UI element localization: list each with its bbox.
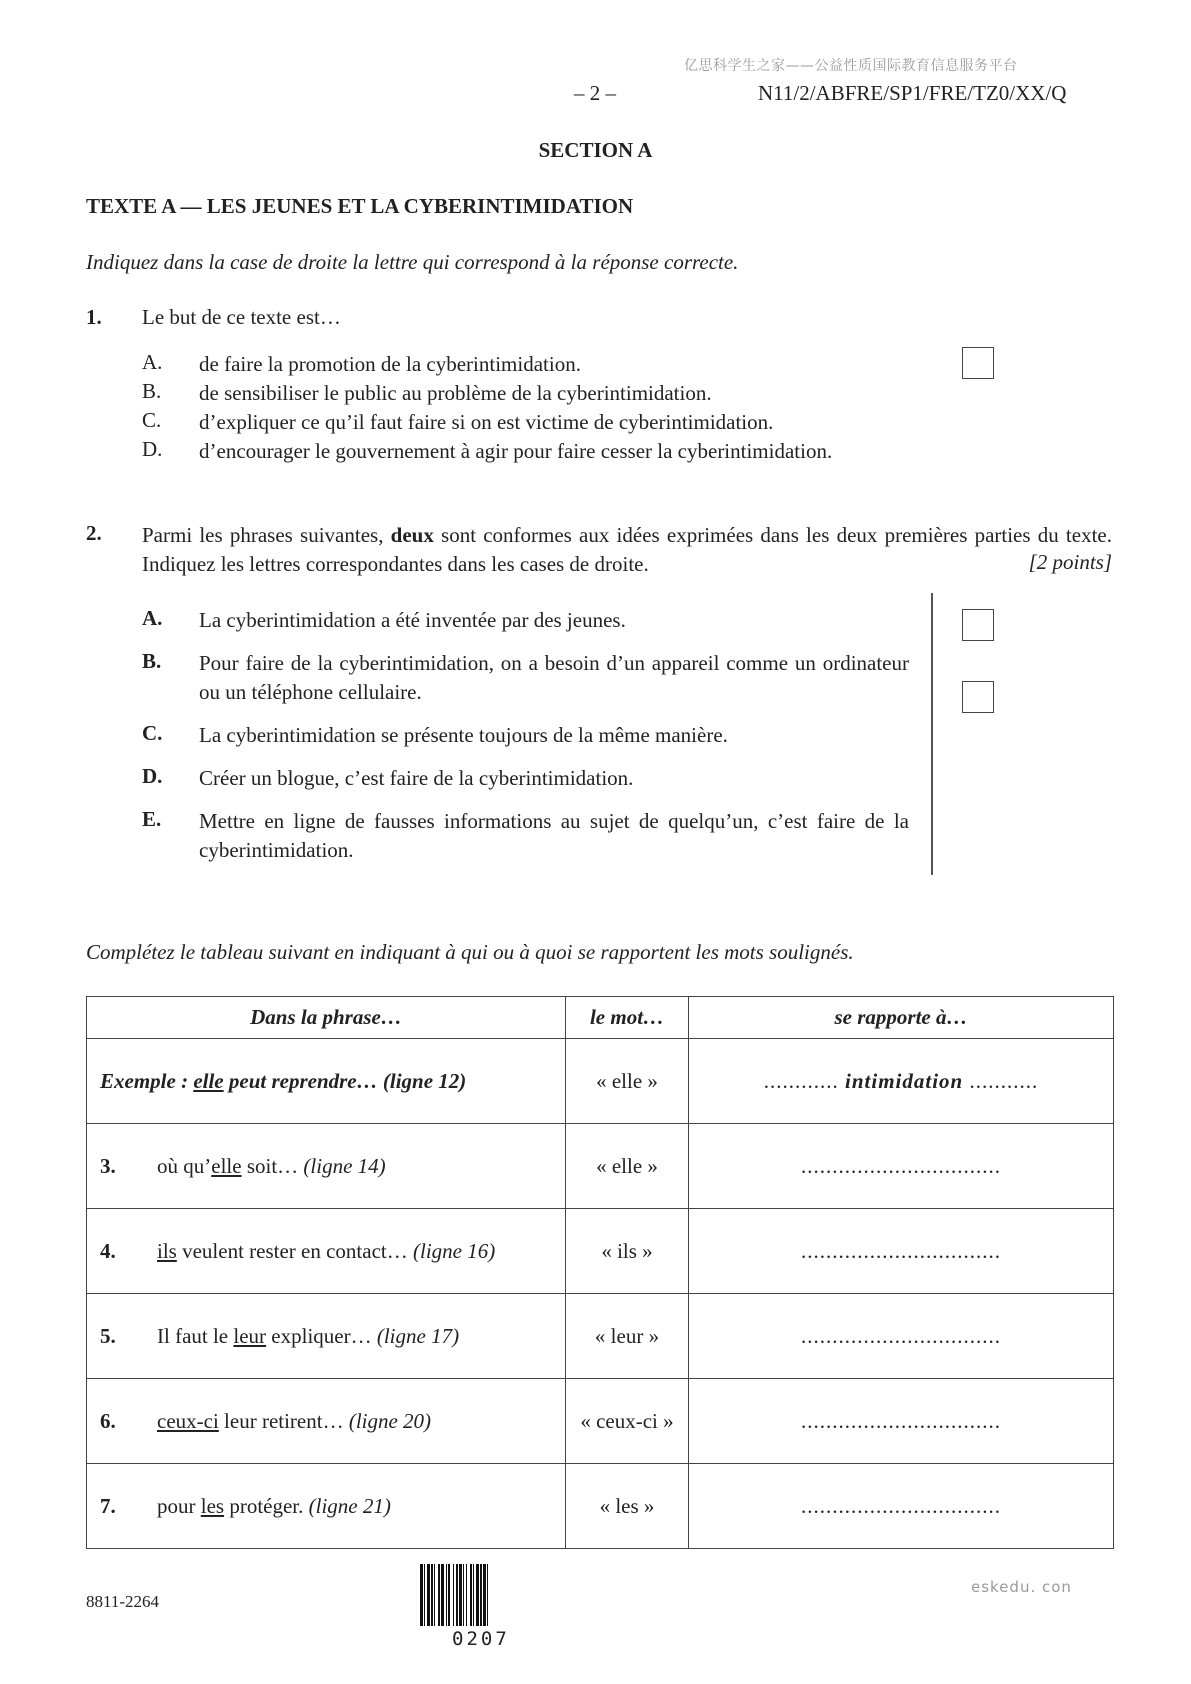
footer-code: 8811-2264	[86, 1592, 160, 1611]
row-number: 5.	[100, 1323, 116, 1348]
row-phrase	[87, 1209, 566, 1294]
table-row	[87, 1209, 1114, 1294]
row-post: veulent rester en contact…	[176, 1238, 413, 1263]
watermark-top: 亿思科学生之家——公益性质国际教育信息服务平台	[684, 58, 1018, 74]
q1-option-text: de faire la promotion de la cyberintimidation.	[199, 352, 581, 376]
q2-option-letter: A.	[142, 606, 163, 630]
q1-option-letter: D.	[142, 437, 163, 461]
example-rest: peut reprendre… (ligne 12)	[223, 1068, 467, 1093]
instruction-2: Complétez le tableau suivant en indiquant à qui ou à quoi se rapportent les mots soulignés.	[86, 940, 854, 964]
q2-option-text: La cyberintimidation a été inventée par des jeunes.	[199, 608, 626, 632]
example-answer	[689, 1039, 1114, 1124]
header-mot: le mot…	[566, 997, 689, 1039]
row-number: 3.	[100, 1153, 116, 1178]
row-post: protéger.	[224, 1493, 309, 1518]
q1-option-text: d’encourager le gouvernement à agir pour faire cesser la cyberintimidation.	[199, 439, 833, 463]
table-row-example	[87, 1039, 1114, 1124]
row-post: expliquer…	[266, 1323, 377, 1348]
q1-option-text: d’expliquer ce qu’il faut faire si on est victime de cyberintimidation.	[199, 410, 774, 434]
row-word: ceux-ci	[157, 1408, 219, 1433]
q2-option-text: Pour faire de la cyberintimidation, on a besoin d’un appareil comme un ordinateur ou un téléphone cellulaire.	[199, 651, 909, 704]
row-word: les	[200, 1493, 225, 1518]
example-answer-text: intimidation	[845, 1068, 964, 1093]
example-label: Exemple :	[100, 1068, 194, 1093]
barcode-gap	[488, 1564, 490, 1626]
table-row	[87, 1464, 1114, 1549]
row-phrase	[87, 1379, 566, 1464]
example-dots-right: ...........	[969, 1068, 1039, 1093]
text-title: TEXTE A — LES JEUNES ET LA CYBERINTIMIDATION	[86, 194, 634, 218]
page-number: – 2 –	[574, 81, 616, 105]
row-number: 4.	[100, 1238, 116, 1263]
q1-answer-box[interactable]	[962, 347, 994, 379]
header-rapporte: se rapporte à…	[689, 997, 1114, 1039]
barcode	[420, 1564, 490, 1626]
row-answer-field[interactable]: ................................	[689, 1124, 1114, 1209]
row-mot: « leur »	[566, 1294, 689, 1379]
q2-option-text: Créer un blogue, c’est faire de la cyberintimidation.	[199, 766, 634, 790]
row-ref: (ligne 14)	[303, 1153, 386, 1178]
q2-answer-box-1[interactable]	[962, 609, 994, 641]
row-number: 6.	[100, 1408, 116, 1433]
q1-number: 1.	[86, 305, 102, 329]
row-ref: (ligne 17)	[376, 1323, 460, 1348]
row-pre: où qu’	[157, 1153, 212, 1178]
q2-option-letter: B.	[142, 649, 162, 673]
row-answer-field[interactable]: ................................	[689, 1464, 1114, 1549]
q2-divider	[931, 593, 933, 875]
example-dots-left: ............	[763, 1068, 839, 1093]
row-answer-field[interactable]: ................................	[689, 1379, 1114, 1464]
example-phrase	[87, 1039, 566, 1124]
q2-text-after: sont conformes aux idées exprimées dans les deux premières parties du texte. Indiquez les lettres correspondantes dans les cases de droite.	[142, 523, 1112, 576]
q2-text	[142, 521, 1112, 579]
q2-option-text: Mettre en ligne de fausses informations au sujet de quelqu’un, c’est faire de la cyberintimidation.	[199, 809, 909, 862]
q2-option-letter: D.	[142, 764, 163, 788]
example-word: elle	[193, 1068, 224, 1093]
row-answer-field[interactable]: ................................	[689, 1294, 1114, 1379]
row-pre: pour	[157, 1493, 201, 1518]
q1-text: Le but de ce texte est…	[142, 305, 341, 329]
example-mot: « elle »	[566, 1039, 689, 1124]
row-post: soit…	[241, 1153, 304, 1178]
section-title: SECTION A	[538, 138, 653, 162]
q1-option-letter: B.	[142, 379, 162, 403]
row-phrase	[87, 1294, 566, 1379]
row-ref: (ligne 20)	[348, 1408, 432, 1433]
q1-option-letter: A.	[142, 350, 163, 374]
q2-option-text: La cyberintimidation se présente toujours de la même manière.	[199, 723, 728, 747]
table-row	[87, 1379, 1114, 1464]
row-word: ils	[157, 1238, 177, 1263]
row-post: leur retirent…	[218, 1408, 349, 1433]
paper-code: N11/2/ABFRE/SP1/FRE/TZ0/XX/Q	[758, 81, 1067, 105]
row-ref: (ligne 21)	[308, 1493, 391, 1518]
barcode-number: 0207	[452, 1628, 510, 1650]
q2-answer-box-2[interactable]	[962, 681, 994, 713]
row-phrase	[87, 1124, 566, 1209]
instruction-1: Indiquez dans la case de droite la lettre qui correspond à la réponse correcte.	[86, 250, 739, 274]
row-answer-field[interactable]: ................................	[689, 1209, 1114, 1294]
row-mot: « elle »	[566, 1124, 689, 1209]
q2-option-letter: C.	[142, 721, 163, 745]
table-row	[87, 1294, 1114, 1379]
header-phrase: Dans la phrase…	[87, 997, 566, 1039]
q1-option-text: de sensibiliser le public au problème de la cyberintimidation.	[199, 381, 712, 405]
q1-option-letter: C.	[142, 408, 162, 432]
q2-text-bold: deux	[390, 523, 434, 547]
row-mot: « ceux-ci »	[566, 1379, 689, 1464]
row-ref: (ligne 16)	[413, 1238, 496, 1263]
table-header-row	[87, 997, 1114, 1039]
row-word: elle	[211, 1153, 242, 1178]
row-mot: « les »	[566, 1464, 689, 1549]
row-number: 7.	[100, 1493, 116, 1518]
q2-option-letter: E.	[142, 807, 162, 831]
q2-number: 2.	[86, 521, 102, 545]
row-phrase	[87, 1464, 566, 1549]
row-word: leur	[233, 1323, 267, 1348]
table-row	[87, 1124, 1114, 1209]
row-mot: « ils »	[566, 1209, 689, 1294]
reference-table	[86, 996, 1114, 1549]
q2-text-before: Parmi les phrases suivantes,	[142, 523, 391, 547]
watermark-bottom: eskedu. con	[971, 1578, 1072, 1596]
row-pre: Il faut le	[157, 1323, 234, 1348]
q2-points: [2 points]	[1028, 550, 1112, 574]
